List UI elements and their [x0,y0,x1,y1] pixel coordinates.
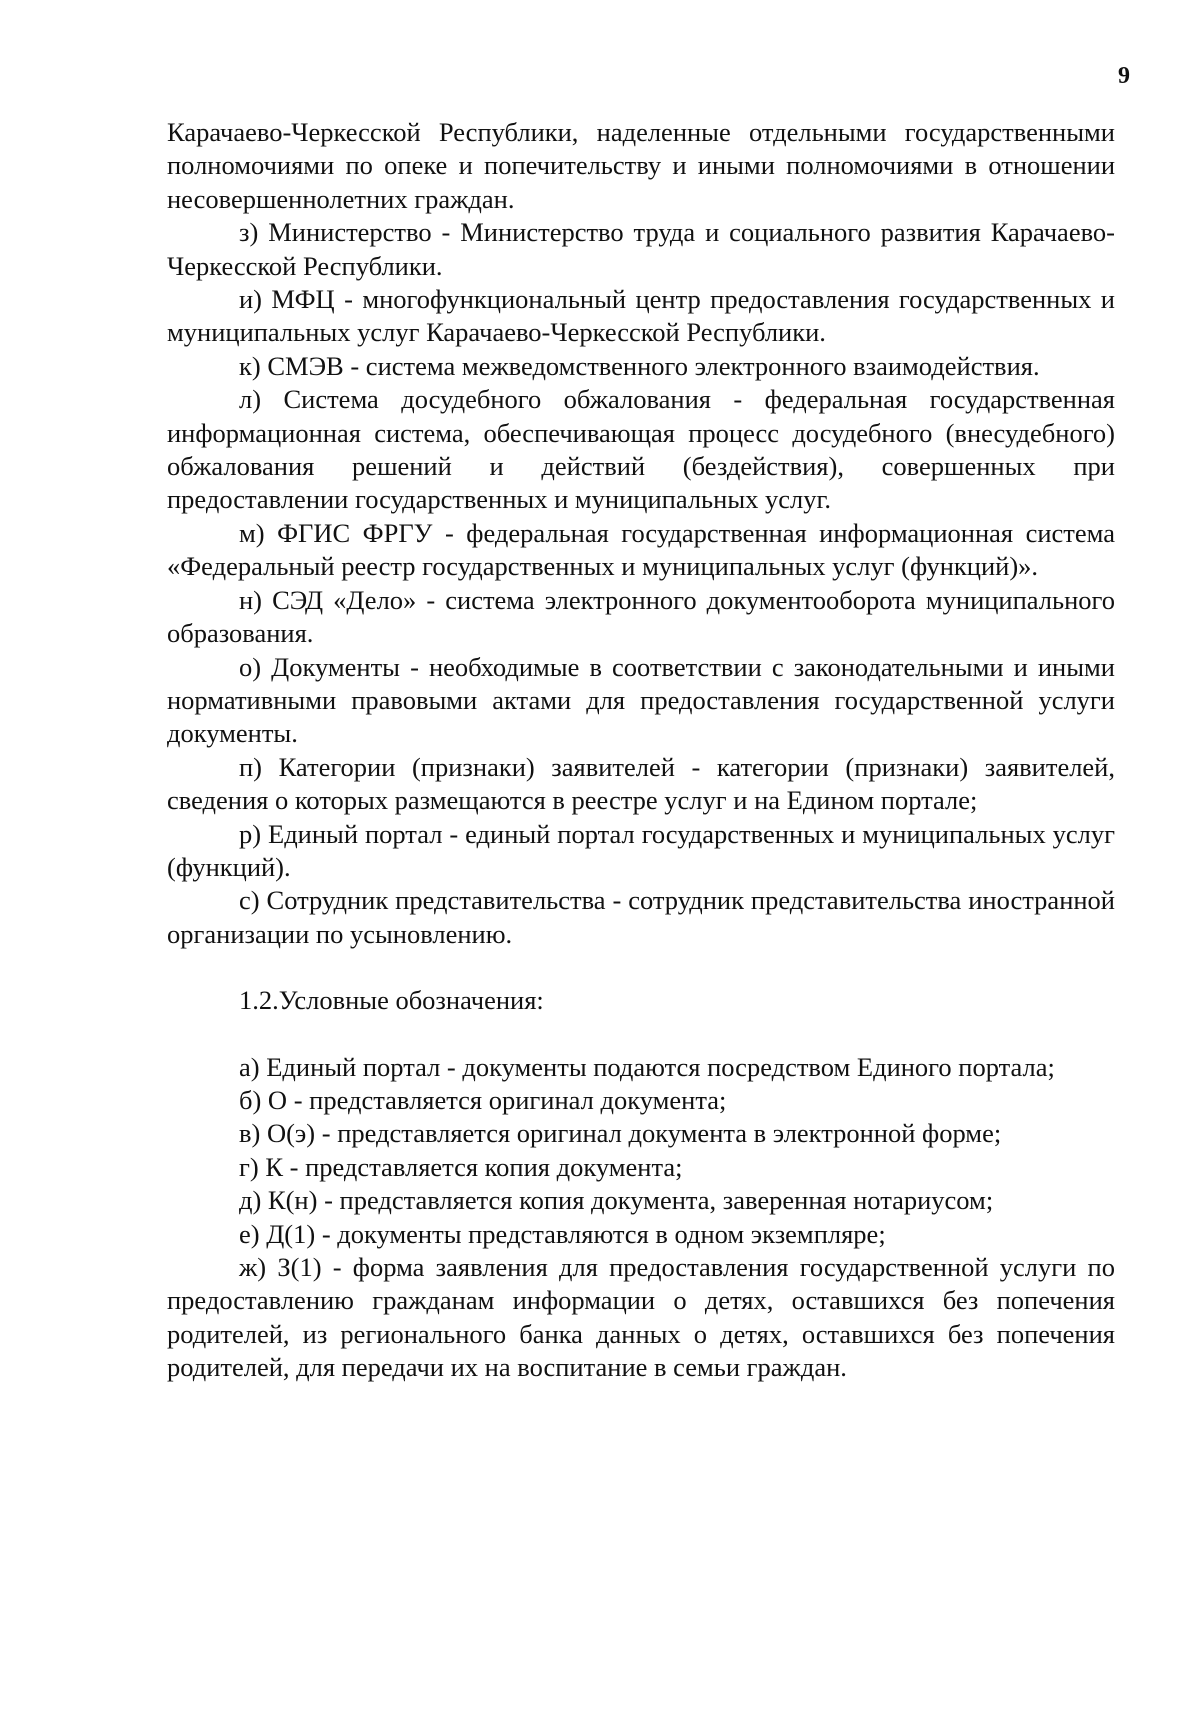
definition-paragraph: з) Министерство - Министерство труда и социального развития Карачаево- Черкесской Республики. [167,217,1115,281]
legend-item: а) Единый портал - документы подаются посредством Единого портала; [239,1051,1055,1082]
legend-item: в) О(э) - представляется оригинал документа в электронной форме; [239,1118,1002,1149]
definition-paragraph: и) МФЦ - многофункциональный центр предоставления государственных и муниципальных услуг Карачаево-Черкесской Республики. [167,284,1115,348]
definition-paragraph: н) СЭД «Дело» - система электронного документооборота муниципального образования. [167,584,1115,649]
document-body [167,116,1115,1385]
page-number: 9 [1118,63,1130,89]
definition-paragraph: л) Система досудебного обжалования - федеральная государственная информационная система, обеспечивающая процесс досудебного (внесудебного) обжалования решений и действий (бездействия), совершенных при предоставлении государственных и муниципальных услуг. [167,384,1115,515]
definition-paragraph: п) Категории (признаки) заявителей - категории (признаки) заявителей, сведения о которых размещаются в реестре услуг и на Едином портале; [167,751,1115,816]
definition-paragraph: Карачаево-Черкесской Республики, наделенные отдельными государственными полномочиями по опеке и попечительству и иными полномочиями в отношении несовершеннолетних граждан. [167,117,1115,214]
legend-item: г) К - представляется копия документа; [239,1151,683,1182]
definition-paragraph: с) Сотрудник представительства - сотрудник представительства иностранной организации по усыновлению. [167,885,1115,949]
legend-item: д) К(н) - представляется копия документа, заверенная нотариусом; [239,1185,994,1216]
section-heading: 1.2.Условные обозначения: [239,985,544,1016]
definition-paragraph: р) Единый портал - единый портал государственных и муниципальных услуг (функций). [167,818,1115,882]
legend-item: б) О - представляется оригинал документа; [239,1084,727,1115]
definition-paragraph: к) СМЭВ - система межведомственного электронного взаимодействия. [239,350,1040,381]
legend-item: ж) З(1) - форма заявления для предоставления государственной услуги по предоставлению гражданам информации о детях, оставшихся без попечения родителей, из регионального банка данных о детях, оставшихся без попечения родителей, для передачи их на воспитание в семьи граждан. [167,1252,1115,1383]
definition-paragraph: о) Документы - необходимые в соответствии с законодательными и иными нормативными правовыми актами для предоставления государственной услуги документы. [167,651,1115,749]
definition-paragraph: м) ФГИС ФРГУ - федеральная государственная информационная система «Федеральный реестр государственных и муниципальных услуг (функций)». [167,517,1115,582]
legend-item: е) Д(1) - документы представляются в одном экземпляре; [239,1218,886,1249]
